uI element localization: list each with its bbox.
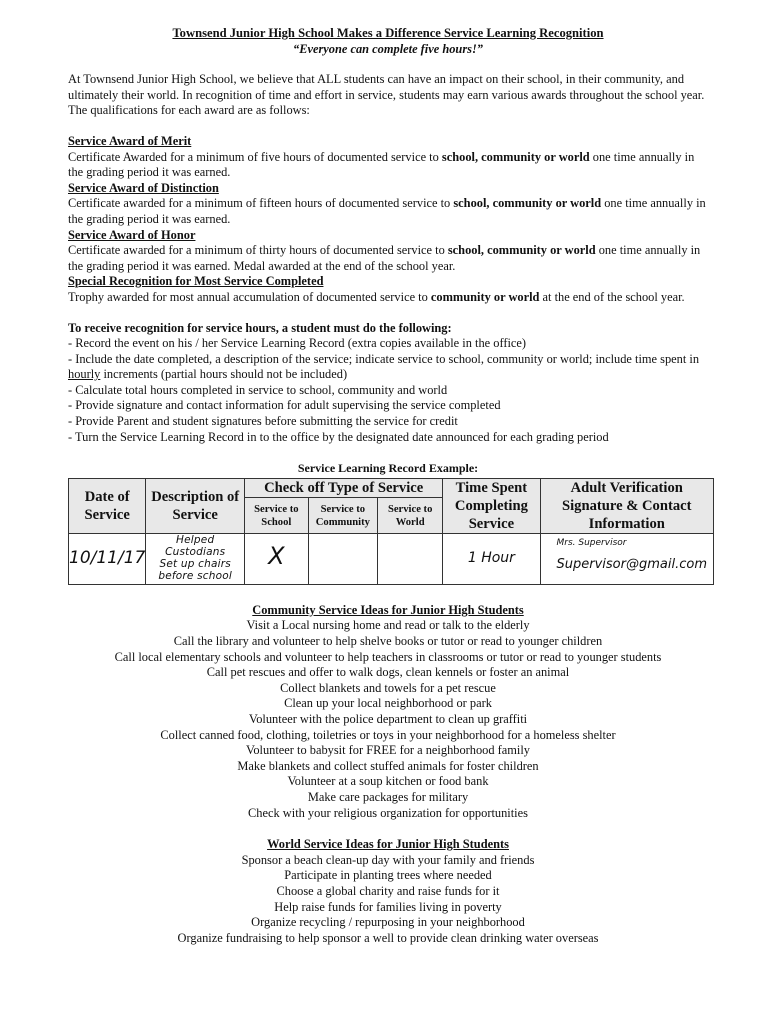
award-heading: Service Award of Merit <box>68 133 192 148</box>
col-description-header <box>146 478 245 533</box>
requirement-text-end: increments (partial hours should not be included) <box>100 367 348 382</box>
sub-world-header <box>378 498 443 534</box>
requirement-item: - Record the event on his / her Service Learning Record (extra copies available in the office) <box>68 336 527 351</box>
award-scope: school, community or world <box>453 196 602 211</box>
award-text: Certificate awarded for a minimum of fifteen hours of documented service to <box>68 196 454 211</box>
world-ideas-title: World Service Ideas for Junior High Students <box>267 837 509 852</box>
award-text-end: one time annually in the grading period it was earned. <box>68 196 706 226</box>
list-item: Call the library and volunteer to help shelve books or tutor or read to younger children <box>173 634 603 649</box>
requirement-underlined: hourly <box>68 367 101 382</box>
award-text: Certificate awarded for a minimum of thirty hours of documented service to <box>68 243 448 258</box>
row-date-cell <box>69 533 146 584</box>
row-description <box>146 534 244 582</box>
service-record-table <box>68 478 714 585</box>
list-item: Visit a Local nursing home and read or talk to the elderly <box>246 618 530 633</box>
col-date-header <box>69 478 146 533</box>
col-time-label: Time Spent Completing Service <box>454 479 528 532</box>
award-merit <box>68 134 708 181</box>
community-ideas-title: Community Service Ideas for Junior High Students <box>252 602 524 617</box>
col-adult-header <box>540 478 714 533</box>
sub-school-header <box>245 498 309 534</box>
supervisor-signature: Mrs. Supervisor <box>556 537 627 548</box>
school-check-mark: X <box>268 542 285 571</box>
requirement-item: - Provide signature and contact information for adult supervising the service completed <box>68 398 501 413</box>
list-item: Clean up your local neighborhood or park <box>284 696 492 711</box>
list-item: Check with your religious organization for opportunities <box>248 805 528 820</box>
award-heading: Service Award of Honor <box>68 227 196 242</box>
row-world-cell <box>378 533 443 584</box>
row-adult-cell <box>540 533 714 584</box>
award-heading: Service Award of Distinction <box>68 180 219 195</box>
sub-community-header <box>308 498 377 534</box>
requirement-item: - Calculate total hours completed in service to school, community and world <box>68 382 448 397</box>
award-scope: school, community or world <box>447 243 596 258</box>
document-header <box>68 26 708 57</box>
award-text-end: one time annually in the grading period it was earned. <box>68 149 695 180</box>
list-item: Collect blankets and towels for a pet rescue <box>280 680 496 695</box>
row-description-line: before school <box>158 569 232 582</box>
row-school-cell <box>245 533 309 584</box>
document-page <box>68 26 708 946</box>
row-time: 1 Hour <box>467 550 515 567</box>
award-distinction <box>68 181 708 228</box>
list-item: Volunteer with the police department to clean up graffiti <box>248 712 528 726</box>
row-description-line: Set up chairs <box>159 557 231 570</box>
list-item: Sponsor a beach clean-up day with your family and friends <box>241 852 535 867</box>
table-row <box>69 533 714 584</box>
award-heading: Special Recognition for Most Service Completed <box>68 274 324 289</box>
col-description-label: Description of Service <box>151 488 240 523</box>
document-title: Townsend Junior High School Makes a Difference Service Learning Recognition <box>172 26 604 40</box>
sub-school-label: Service to School <box>254 503 299 528</box>
requirement-text: - Include the date completed, a description of the service; indicate service to school, community or world; include time spent in <box>68 351 700 366</box>
list-item: Choose a global charity and raise funds for it <box>276 883 500 898</box>
award-text: Certificate Awarded for a minimum of five hours of documented service to <box>68 149 442 164</box>
row-description-line: Helped Custodians <box>165 533 226 558</box>
col-check-header <box>245 478 443 497</box>
record-title: Service Learning Record Example: <box>297 461 479 476</box>
list-item: Make blankets and collect stuffed animals for foster children <box>237 758 539 773</box>
supervisor-email: Supervisor@gmail.com <box>556 557 707 573</box>
list-item: Organize recycling / repurposing in your neighborhood <box>251 915 525 930</box>
world-ideas-section <box>68 837 708 946</box>
list-item: Participate in planting trees where needed <box>284 868 492 883</box>
award-text: Trophy awarded for most annual accumulation of documented service to <box>68 289 431 304</box>
row-date: 10/11/17 <box>69 547 146 568</box>
row-community-cell <box>308 533 377 584</box>
sub-community-label: Service to Community <box>315 503 370 528</box>
list-item: Make care packages for military <box>307 789 469 804</box>
sub-world-label <box>378 503 442 529</box>
requirement-item: - Provide Parent and student signatures before submitting the service for credit <box>68 414 458 429</box>
col-date-label: Date of Service <box>84 488 130 523</box>
sub-world-word: World <box>395 516 425 528</box>
list-item: Volunteer to babysit for FREE for a neighborhood family <box>245 743 530 758</box>
award-honor <box>68 228 708 275</box>
award-scope: community or world <box>430 289 540 304</box>
list-item: Collect canned food, clothing, toiletries or toys in your neighborhood for a homeless shelter <box>160 727 616 742</box>
requirements-heading: To receive recognition for service hours, a student must do the following: <box>68 320 452 335</box>
requirements-section <box>68 321 708 446</box>
list-item: Help raise funds for families living in poverty <box>274 899 502 914</box>
requirement-item <box>68 352 708 383</box>
col-check-label: Check off Type of Service <box>264 480 424 497</box>
list-item: Organize fundraising to help sponsor a well to provide clean drinking water overseas <box>177 930 599 945</box>
awards-section <box>68 134 708 306</box>
list-item: Call local elementary schools and volunteer to help teachers in classrooms or tutor or read to younger students <box>114 649 662 664</box>
row-description-cell <box>146 533 245 584</box>
award-scope: school, community or world <box>441 149 590 164</box>
sub-world-prefix: Service to <box>387 503 433 515</box>
award-special-recognition <box>68 274 708 305</box>
award-text-end: one time annually in the grading period it was earned. Medal awarded at the end of the school year. <box>68 243 701 273</box>
award-text-end: at the end of the school year. <box>539 289 685 304</box>
col-adult-label: Adult Verification Signature & Contact Information <box>562 479 692 532</box>
requirement-item: - Turn the Service Learning Record in to the office by the designated date announced for each grading period <box>68 429 609 444</box>
list-item: Volunteer at a soup kitchen or food bank <box>287 774 489 789</box>
community-ideas-section <box>68 603 708 821</box>
row-time-cell <box>443 533 540 584</box>
list-item: Call pet rescues and offer to walk dogs, clean kennels or foster an animal <box>206 665 570 680</box>
intro-paragraph: At Townsend Junior High School, we believe that ALL students can have an impact on their school, in their community, and ultimately their world. In recognition of time and effort in service, students may earn various awards throughout the school year. The qualifications for each award are as follows: <box>68 72 705 118</box>
document-subtitle: “Everyone can complete five hours!” <box>293 41 483 56</box>
col-time-header <box>443 478 540 533</box>
